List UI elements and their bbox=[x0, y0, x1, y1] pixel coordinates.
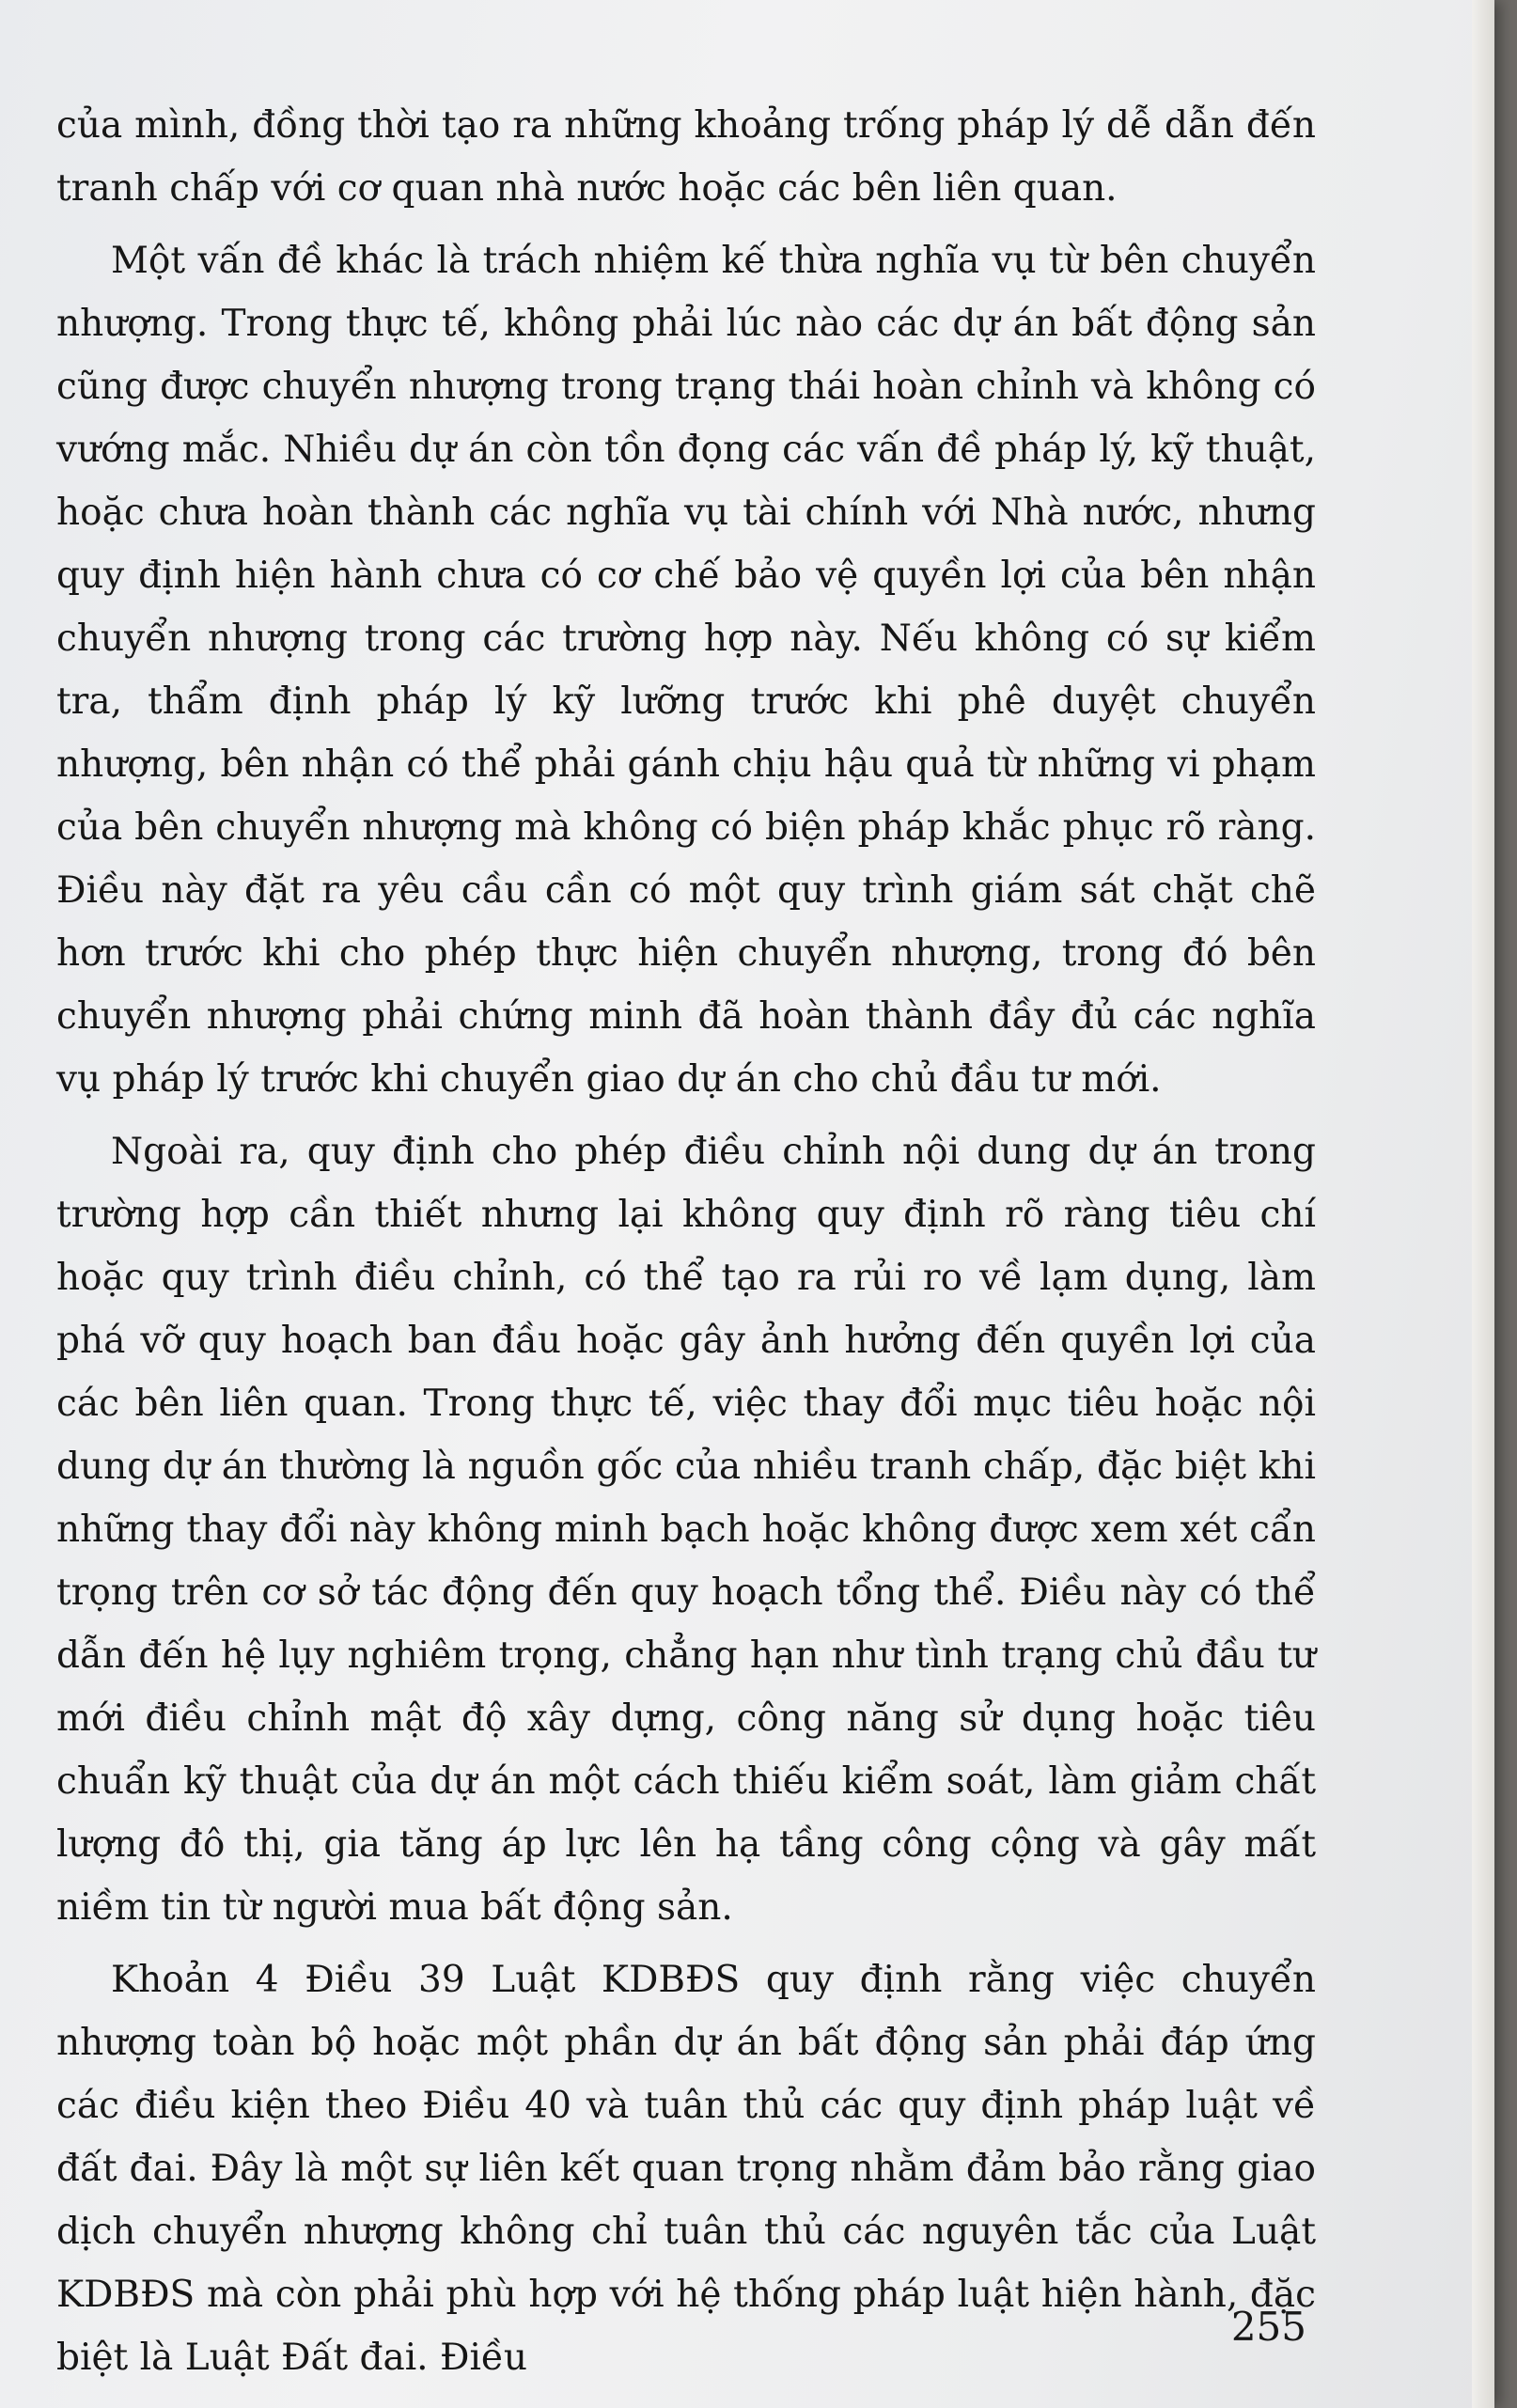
page-edge bbox=[1472, 0, 1494, 2408]
paragraph-obligation-inheritance: Một vấn đề khác là trách nhiệm kế thừa nghĩa vụ từ bên chuyển nhượng. Trong thực tế, không phải lúc nào các dự án bất động sản cũng được chuyển nhượng trong trạng thái hoàn chỉnh và không có vướng mắc. Nhiều dự án còn tồn đọng các vấn đề pháp lý, kỹ thuật, hoặc chưa hoàn thành các nghĩa vụ tài chính với Nhà nước, nhưng quy định hiện hành chưa có cơ chế bảo vệ quyền lợi của bên nhận chuyển nhượng trong các trường hợp này. Nếu không có sự kiểm tra, thẩm định pháp lý kỹ lưỡng trước khi phê duyệt chuyển nhượng, bên nhận có thể phải gánh chịu hậu quả từ những vi phạm của bên chuyển nhượng mà không có biện pháp khắc phục rõ ràng. Điều này đặt ra yêu cầu cần có một quy trình giám sát chặt chẽ hơn trước khi cho phép thực hiện chuyển nhượng, trong đó bên chuyển nhượng phải chứng minh đã hoàn thành đầy đủ các nghĩa vụ pháp lý trước khi chuyển giao dự án cho chủ đầu tư mới. bbox=[56, 240, 1316, 1101]
paragraph-project-adjustment: Ngoài ra, quy định cho phép điều chỉnh nội dung dự án trong trường hợp cần thiết nhưng lại không quy định rõ ràng tiêu chí hoặc quy trình điều chỉnh, có thể tạo ra rủi ro về lạm dụng, làm phá vỡ quy hoạch ban đầu hoặc gây ảnh hưởng đến quyền lợi của các bên liên quan. Trong thực tế, việc thay đổi mục tiêu hoặc nội dung dự án thường là nguồn gốc của nhiều tranh chấp, đặc biệt khi những thay đổi này không minh bạch hoặc không được xem xét cẩn trọng trên cơ sở tác động đến quy hoạch tổng thể. Điều này có thể dẫn đến hệ lụy nghiêm trọng, chẳng hạn như tình trạng chủ đầu tư mới điều chỉnh mật độ xây dựng, công năng sử dụng hoặc tiêu chuẩn kỹ thuật của dự án một cách thiếu kiểm soát, làm giảm chất lượng đô thị, gia tăng áp lực lên hạ tầng công cộng và gây mất niềm tin từ người mua bất động sản. bbox=[56, 1131, 1316, 1929]
page-number: 255 bbox=[1230, 2304, 1306, 2350]
body-text bbox=[56, 94, 1316, 2399]
paragraph-continuation: của mình, đồng thời tạo ra những khoảng trống pháp lý dễ dẫn đến tranh chấp với cơ quan nhà nước hoặc các bên liên quan. bbox=[56, 104, 1316, 210]
paragraph-article-39: Khoản 4 Điều 39 Luật KDBĐS quy định rằng việc chuyển nhượng toàn bộ hoặc một phần dự án bất động sản phải đáp ứng các điều kiện theo Điều 40 và tuân thủ các quy định pháp luật về đất đai. Đây là một sự liên kết quan trọng nhằm đảm bảo rằng giao dịch chuyển nhượng không chỉ tuân thủ các nguyên tắc của Luật KDBĐS mà còn phải phù hợp với hệ thống pháp luật hiện hành, đặc biệt là Luật Đất đai. Điều bbox=[56, 1959, 1316, 2379]
